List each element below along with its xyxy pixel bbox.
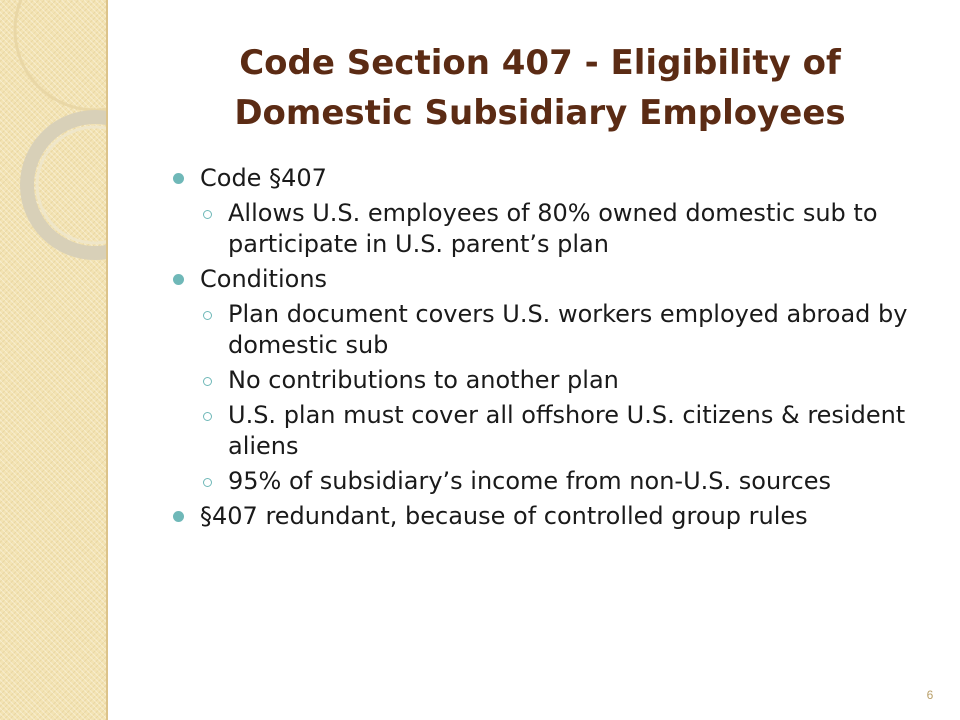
bullet-ring-icon <box>203 311 212 320</box>
sub-bullet-text: Plan document covers U.S. workers employed abroad by domestic sub <box>228 300 908 359</box>
sub-bullet-item-no-contributions <box>170 365 945 396</box>
bullet-text: §407 redundant, because of controlled group rules <box>200 502 808 530</box>
bullet-item-code-407 <box>170 163 945 194</box>
bullet-item-conditions <box>170 264 945 295</box>
sub-bullet-item-us-plan <box>170 400 945 462</box>
sub-bullet-item-income <box>170 466 945 497</box>
sub-bullet-text: 95% of subsidiary’s income from non-U.S. sources <box>228 467 831 495</box>
bullet-ring-icon <box>203 478 212 487</box>
page-number: 6 <box>926 688 934 702</box>
bullet-ring-icon <box>203 210 212 219</box>
sub-bullet-text: U.S. plan must cover all offshore U.S. citizens & resident aliens <box>228 401 906 460</box>
bullet-text: Code §407 <box>200 164 327 192</box>
bullet-dot-icon <box>173 173 184 184</box>
bullet-dot-icon <box>173 274 184 285</box>
bullet-dot-icon <box>173 511 184 522</box>
decorative-side-panel <box>0 0 108 720</box>
sub-bullet-text: Allows U.S. employees of 80% owned domestic sub to participate in U.S. parent’s plan <box>228 199 878 258</box>
bullet-item-redundant <box>170 501 945 532</box>
sub-bullet-item-plan-document <box>170 299 945 361</box>
decorative-arcs <box>0 0 106 720</box>
bullet-text: Conditions <box>200 265 328 293</box>
bullet-list <box>170 163 945 536</box>
bullet-ring-icon <box>203 377 212 386</box>
sub-bullet-text: No contributions to another plan <box>228 366 619 394</box>
sub-bullet-item-allows <box>170 198 945 260</box>
bullet-ring-icon <box>203 412 212 421</box>
slide-title <box>150 38 930 138</box>
slide-title-line-1: Code Section 407 - Eligibility of <box>239 43 841 83</box>
slide-title-line-2: Domestic Subsidiary Employees <box>234 93 846 133</box>
